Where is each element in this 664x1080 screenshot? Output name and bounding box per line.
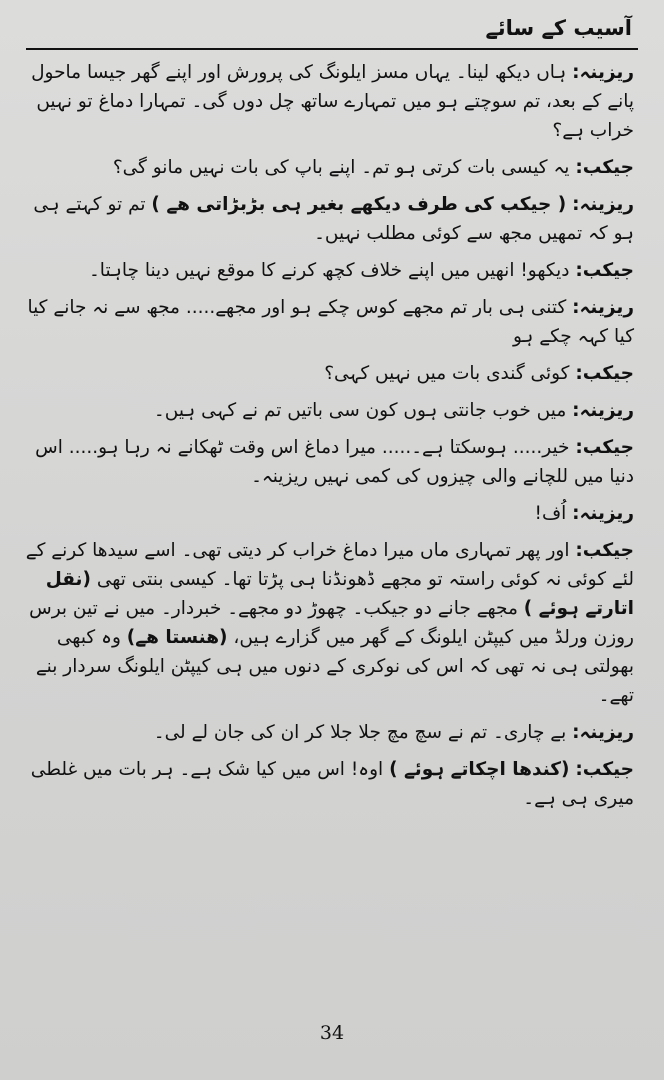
stage-direction: ( جیکب کی طرف دیکھے بغیر ہی بڑبڑاتی ھے )	[151, 194, 567, 215]
dialogue-line: اُف!	[534, 503, 567, 524]
dialogue-line: میں خوب جانتی ہوں کون سی باتیں تم نے کہی ہیں۔	[153, 400, 567, 421]
dialogue-text	[24, 58, 634, 821]
speaker-label: جیکب:	[575, 540, 634, 561]
dialogue-entry	[24, 499, 634, 528]
dialogue-line: تم تو کہتے ہی ہو کہ تمھیں مجھ سے کوئی مطلب نہیں۔	[33, 194, 634, 244]
speaker-label: ریزینہ:	[572, 722, 634, 743]
speaker-label: ریزینہ:	[572, 400, 634, 421]
dialogue-entry	[24, 433, 634, 491]
dialogue-entry	[24, 359, 634, 388]
speaker-label: جیکب:	[575, 759, 634, 780]
header-rule	[26, 48, 638, 50]
dialogue-line: کتنی ہی بار تم مجھے کوس چکے ہو اور مجھے..... مجھ سے نہ جانے کیا کیا کہہ چکے ہو	[27, 297, 634, 347]
page-number: 34	[319, 1022, 345, 1044]
speaker-label: جیکب:	[575, 260, 634, 281]
speaker-label: ریزینہ:	[572, 194, 634, 215]
speaker-label: ریزینہ:	[572, 503, 634, 524]
dialogue-entry	[24, 536, 634, 710]
dialogue-entry	[24, 755, 634, 813]
speaker-label: ریزینہ:	[572, 297, 634, 318]
stage-direction: (ھنستا ھے)	[126, 627, 228, 648]
speaker-label: جیکب:	[575, 363, 634, 384]
dialogue-entry	[24, 153, 634, 182]
dialogue-entry	[24, 58, 634, 145]
dialogue-line: دیکھو! انھیں میں اپنے خلاف کچھ کرنے کا موقع نہیں دینا چاہتا۔	[88, 260, 570, 281]
stage-direction: (نقل اتارتے ہوئے )	[45, 569, 634, 619]
speaker-label: ریزینہ:	[572, 62, 634, 83]
dialogue-entry	[24, 256, 634, 285]
dialogue-line: اوہ! اس میں کیا شک ہے۔ ہر بات میں غلطی میری ہی ہے۔	[30, 759, 634, 809]
dialogue-line: مجھے جانے دو جیکب۔ چھوڑ دو مجھے۔ خبردار۔ میں نے تین برس روزن ورلڈ میں کیپٹن ایلونگ کے گھر میں گزارے ہیں،	[29, 598, 634, 648]
dialogue-line: وہ کبھی بھولتی ہی نہ تھی کہ اس کی نوکری کے دنوں میں ہی کیپٹن ایلونگ سردار بنے تھے۔	[35, 627, 634, 706]
dialogue-line: یہ کیسی بات کرتی ہو تم۔ اپنے باپ کی بات نہیں مانو گی؟	[112, 157, 570, 178]
speaker-label: جیکب:	[575, 157, 634, 178]
dialogue-entry	[24, 396, 634, 425]
dialogue-line: اور پھر تمہاری ماں میرا دماغ خراب کر دیتی تھی۔ اسے سیدھا کرنے کے لئے کوئی نہ کوئی راستہ تو مجھے ڈھونڈنا ہی پڑتا تھا۔ کیسی بنتی تھی	[25, 540, 634, 590]
stage-direction: (کندھا اچکاتے ہوئے )	[389, 759, 570, 780]
dialogue-line: کوئی گندی بات میں نہیں کہی؟	[324, 363, 570, 384]
dialogue-line: بے چاری۔ تم نے سچ مچ جلا جلا کر ان کی جان لے لی۔	[153, 722, 567, 743]
dialogue-entry	[24, 718, 634, 747]
dialogue-line: ہاں دیکھ لینا۔ یہاں مسز ایلونگ کی پرورش اور اپنے گھر جیسا ماحول پانے کے بعد، تم سوچتے ہو میں تمہارے ساتھ چل دوں گی۔ تمہارا دماغ تو نہیں خراب ہے؟	[31, 62, 634, 141]
running-head: آسیب کے سائے	[485, 16, 632, 40]
speaker-label: جیکب:	[575, 437, 634, 458]
dialogue-entry	[24, 293, 634, 351]
dialogue-entry	[24, 190, 634, 248]
dialogue-line: خیر..... ہوسکتا ہے۔..... میرا دماغ اس وقت ٹھکانے نہ رہا ہو..... اس دنیا میں للچانے والی چیزوں کی کمی نہیں ریزینہ۔	[35, 437, 634, 487]
